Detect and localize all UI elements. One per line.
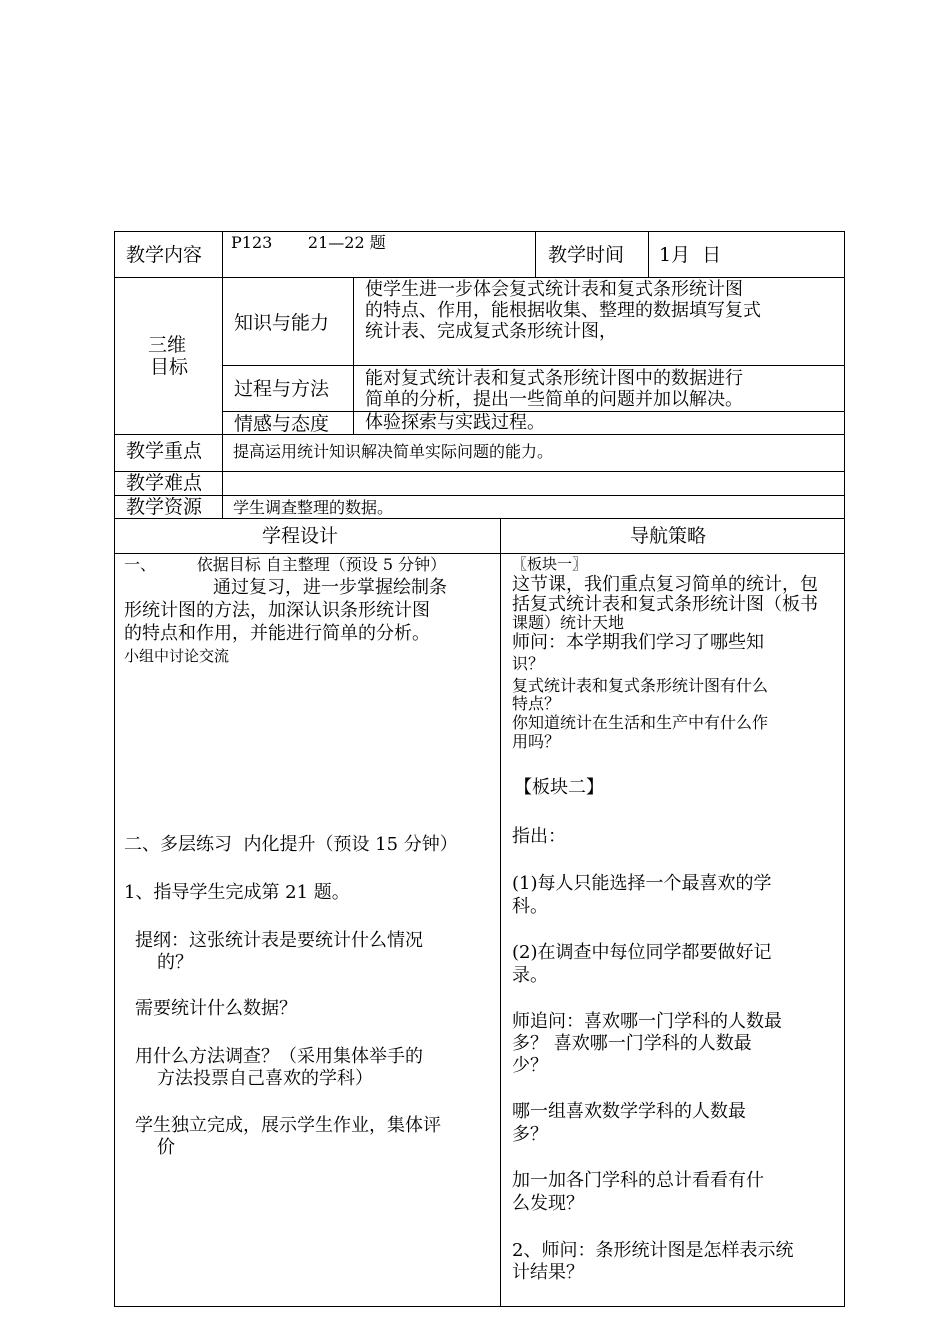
question-1a: 提纲：这张统计表是要统计什么情况 — [135, 930, 423, 951]
section-1-line-2: 形统计图的方法，加深认识条形统计图 — [124, 600, 430, 621]
knowledge-label: 知识与能力 — [234, 312, 330, 334]
block-1-title: 〖板块一〗 — [512, 555, 588, 573]
block-2-title: 【板块二】 — [514, 777, 604, 798]
right-p2-line-2: 识？ — [512, 654, 545, 673]
process-label: 过程与方法 — [234, 378, 330, 400]
difficulty-label: 教学难点 — [126, 472, 203, 494]
question-3b: 方法投票自己喜欢的学科） — [157, 1068, 373, 1089]
section-1-line-1: 通过复习，进一步掌握绘制条 — [213, 577, 447, 598]
right-p3-line-1: 复式统计表和复式条形统计图有什么 — [512, 676, 769, 695]
question-3a: 用什么方法调查？（采用集体举手的 — [135, 1046, 423, 1067]
right-r2-line-1: (2)在调查中每位同学都要做好记 — [512, 942, 772, 963]
section-2-heading: 二、多层练习 内化提升（预设 15 分钟） — [124, 834, 458, 855]
resources-value: 学生调查整理的数据。 — [233, 498, 394, 517]
right-p1-line-2: 括复式统计表和复式条形统计图（板书 — [512, 594, 818, 615]
right-column-header: 导航策略 — [630, 525, 707, 547]
question-4b: 价 — [157, 1137, 175, 1158]
attitude-label: 情感与态度 — [234, 413, 330, 435]
right-p4-line-1: 你知道统计在生活和生产中有什么作 — [512, 713, 769, 732]
key-value: 提高运用统计知识解决简单实际问题的能力。 — [233, 442, 554, 461]
section-1-note: 小组中讨论交流 — [124, 647, 230, 665]
right-p4-line-2: 用吗？ — [512, 732, 561, 751]
right-r1-line-1: (1)每人只能选择一个最喜欢的学 — [512, 873, 772, 894]
right-r6-line-1: 2、师问：条形统计图是怎样表示统 — [512, 1240, 794, 1261]
section-1-heading: 一、 依据目标 自主整理（预设 5 分钟） — [124, 555, 447, 574]
right-p3-line-2: 特点？ — [512, 694, 561, 713]
item-1: 1、指导学生完成第 21 题。 — [124, 882, 350, 903]
goals-label-2: 目标 — [150, 356, 189, 378]
time-value: 1月 日 — [659, 244, 722, 266]
right-r1-line-2: 科。 — [512, 896, 548, 917]
point-heading: 指出： — [512, 826, 566, 847]
process-line-2: 简单的分析，提出一些简单的问题并加以解决。 — [365, 389, 743, 410]
goals-label-1: 三维 — [148, 334, 187, 356]
right-r5-line-2: 么发现？ — [512, 1193, 584, 1214]
content-value: P123 21—22 题 — [231, 233, 386, 252]
question-1b: 的？ — [157, 952, 193, 973]
process-line-1: 能对复式统计表和复式条形统计图中的数据进行 — [365, 368, 743, 389]
question-4a: 学生独立完成，展示学生作业，集体评 — [135, 1115, 441, 1136]
knowledge-line-3: 统计表、完成复式条形统计图， — [365, 321, 617, 342]
right-r6-line-2: 计结果？ — [512, 1262, 584, 1283]
content-label: 教学内容 — [126, 244, 203, 266]
attitude-value: 体验探索与实践过程。 — [365, 412, 545, 433]
right-r5-line-1: 加一加各门学科的总计看看有什 — [512, 1170, 764, 1191]
right-r3-line-1: 师追问：喜欢哪一门学科的人数最 — [512, 1011, 782, 1032]
key-label: 教学重点 — [126, 440, 203, 462]
right-r2-line-2: 录。 — [512, 965, 548, 986]
knowledge-line-1: 使学生进一步体会复式统计表和复式条形统计图 — [365, 279, 743, 300]
knowledge-line-2: 的特点、作用，能根据收集、整理的数据填写复式 — [365, 300, 761, 321]
section-1-line-3: 的特点和作用，并能进行简单的分析。 — [124, 623, 430, 644]
right-p1-line-1: 这节课，我们重点复习简单的统计，包 — [512, 574, 818, 595]
right-r4-line-1: 哪一组喜欢数学学科的人数最 — [512, 1101, 746, 1122]
resources-label: 教学资源 — [126, 496, 203, 518]
question-2: 需要统计什么数据？ — [135, 998, 297, 1019]
right-p1-line-3: 课题）统计天地 — [512, 613, 625, 632]
left-column-header: 学程设计 — [262, 525, 339, 547]
right-r4-line-2: 多？ — [512, 1124, 548, 1145]
right-p2-line-1: 师问：本学期我们学习了哪些知 — [512, 632, 764, 653]
time-label: 教学时间 — [548, 244, 625, 266]
right-r3-line-3: 少？ — [512, 1055, 548, 1076]
right-r3-line-2: 多？ 喜欢哪一门学科的人数最 — [512, 1033, 752, 1054]
